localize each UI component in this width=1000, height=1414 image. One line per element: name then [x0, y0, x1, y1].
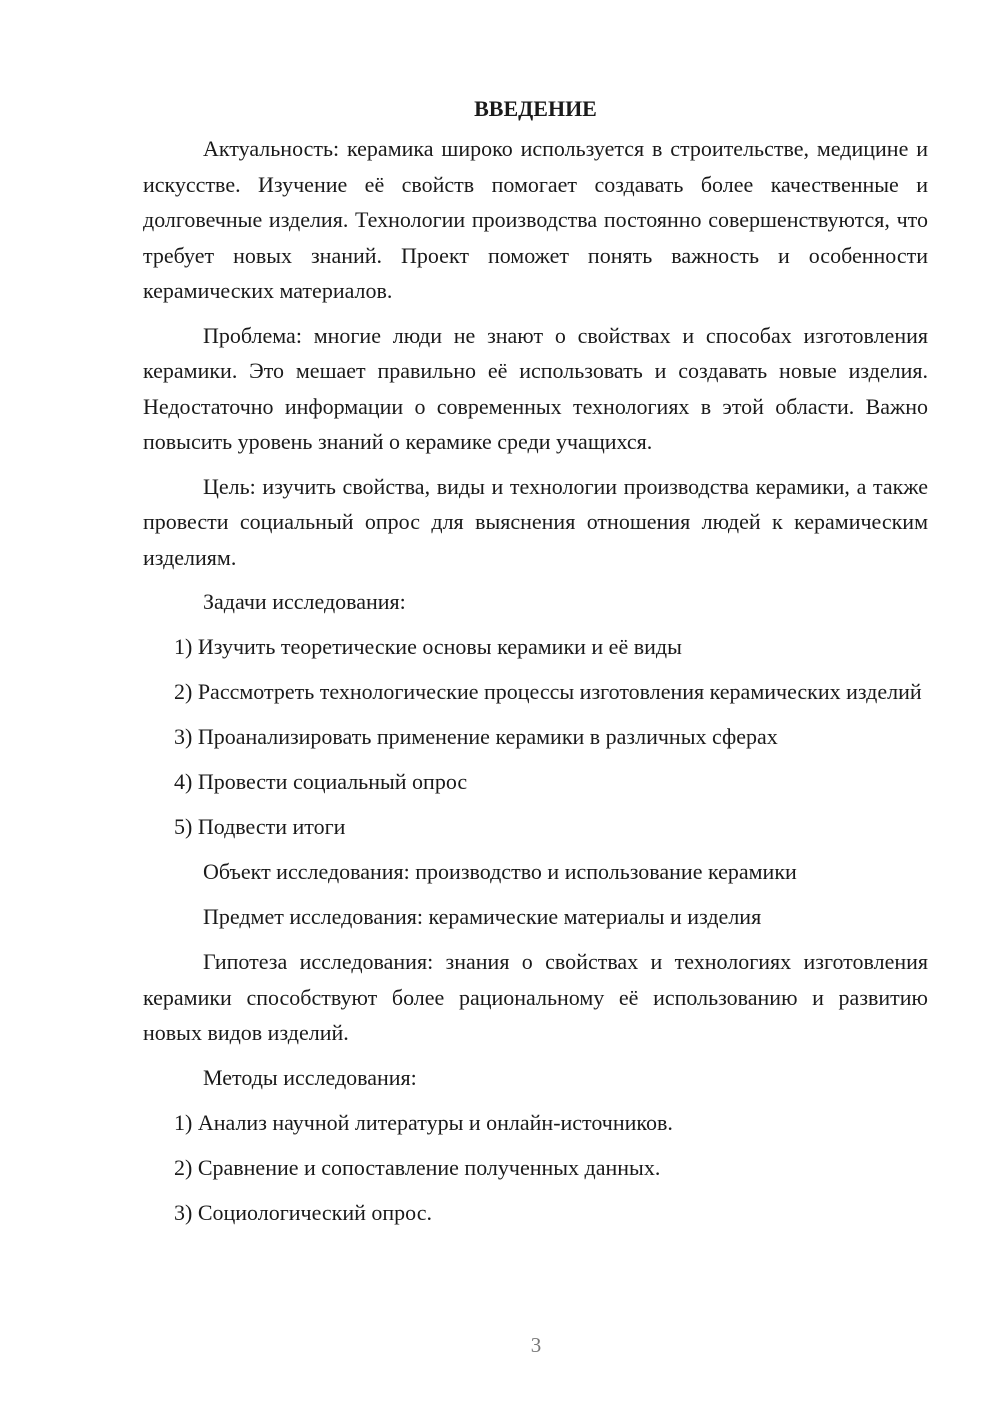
problem-paragraph: Проблема: многие люди не знают о свойствах и способах изготовления керамики. Это мешает правильно её использовать и создавать новые изделия. Недостаточно информации о современных технологиях в этой области. Важно повысить уровень знаний о керамике среди учащихся. — [143, 322, 928, 454]
research-object: Объект исследования: производство и использование керамики — [203, 859, 797, 884]
methods-heading: Методы исследования: — [203, 1064, 417, 1090]
method-item: 1) Анализ научной литературы и онлайн-источников. — [174, 1109, 673, 1135]
method-item: 3) Социологический опрос. — [174, 1199, 432, 1225]
task-item: 4) Провести социальный опрос — [174, 769, 468, 794]
tasks-heading: Задачи исследования: — [203, 589, 406, 614]
page-number: 3 — [530, 1333, 542, 1357]
research-subject: Предмет исследования: керамические материалы и изделия — [203, 904, 762, 929]
relevance-paragraph: Актуальность: керамика широко используется в строительстве, медицине и искусстве. Изучение её свойств помогает создавать более качественные и долговечные изделия. Технологии производства постоянно совершенствуются, что требует новых знаний. Проект поможет понять важность и особенности керамических материалов. — [143, 136, 928, 303]
task-item: 3) Проанализировать применение керамики в различных сферах — [174, 724, 778, 749]
document-page — [143, 92, 928, 1240]
task-item: 1) Изучить теоретические основы керамики и её виды — [174, 634, 682, 659]
goal-paragraph: Цель: изучить свойства, виды и технологии производства керамики, а также провести социальный опрос для выяснения отношения людей к керамическим изделиям. — [143, 473, 928, 570]
task-item: 5) Подвести итоги — [174, 814, 346, 839]
page-title: ВВЕДЕНИЕ — [474, 96, 597, 121]
method-item: 2) Сравнение и сопоставление полученных данных. — [174, 1154, 661, 1180]
hypothesis-paragraph: Гипотеза исследования: знания о свойствах и технологиях изготовления керамики способствуют более рациональному её использованию и развитию новых видов изделий. — [143, 949, 928, 1045]
task-item: 2) Рассмотреть технологические процессы изготовления керамических изделий — [174, 679, 922, 704]
